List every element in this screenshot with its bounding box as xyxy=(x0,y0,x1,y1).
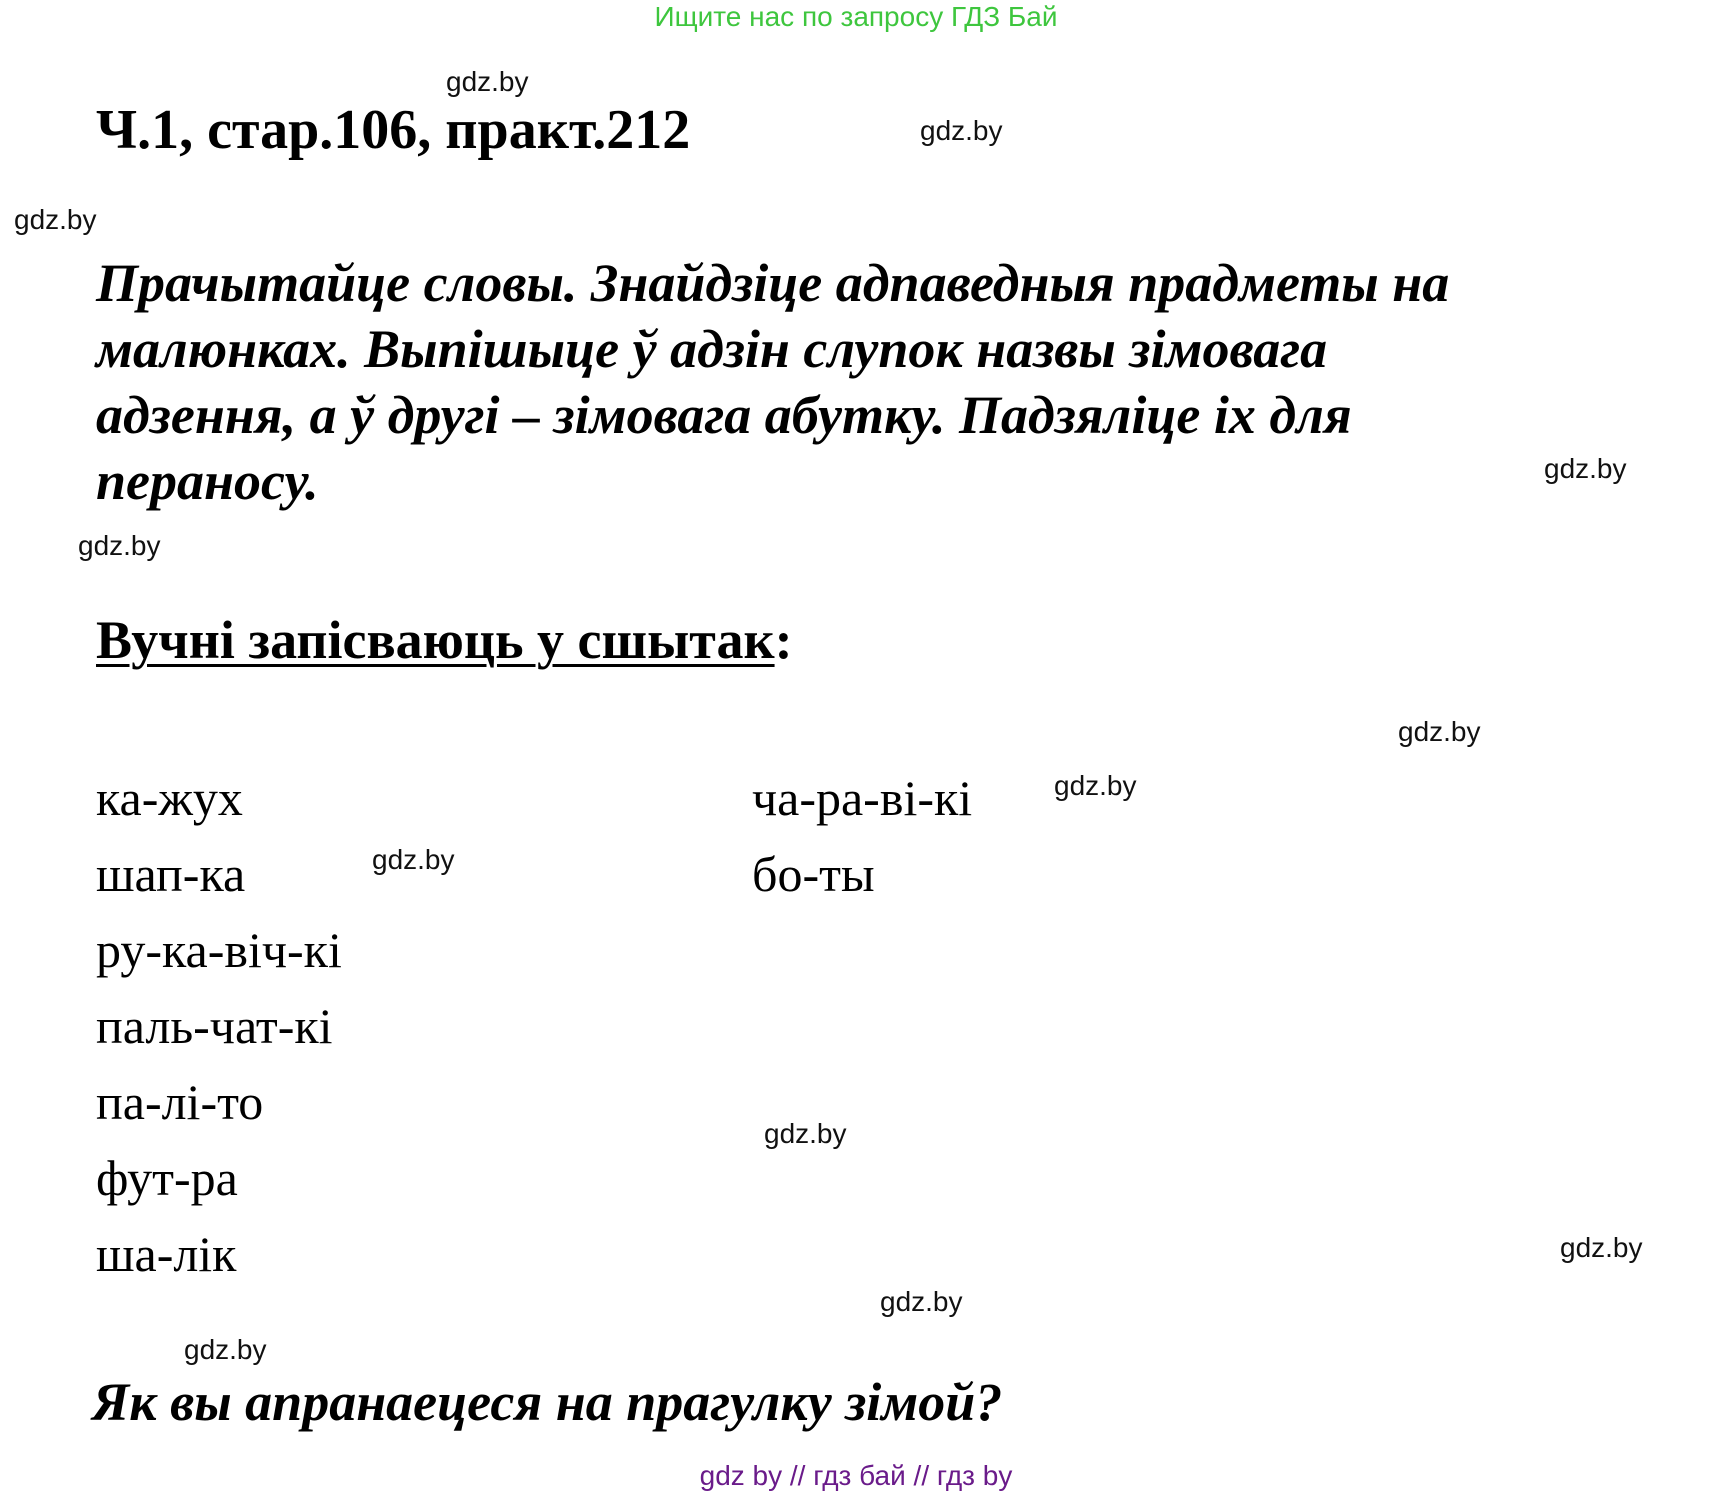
list-item: ча-ра-ві-кі xyxy=(752,770,973,826)
watermark: gdz.by xyxy=(14,204,97,235)
clothing-column xyxy=(96,760,342,1292)
list-item: фут-ра xyxy=(96,1150,238,1206)
page-title: Ч.1, стар.106, практ.212 xyxy=(96,99,691,161)
list-item: шап-ка xyxy=(96,846,246,902)
section-label: Вучні запісваюць у сшытак xyxy=(96,610,775,670)
task-line: малюнках. Выпішыце ў адзін слупок назвы зімовага xyxy=(96,319,1328,379)
footwear-column xyxy=(752,760,972,912)
section-colon: : xyxy=(774,610,793,670)
list-item: ша-лік xyxy=(96,1226,237,1282)
watermark: gdz.by xyxy=(1560,1232,1643,1263)
top-banner: Ищите нас по запросу ГДЗ Бай xyxy=(654,1,1058,32)
watermark: gdz.by xyxy=(446,66,529,97)
watermark: gdz.by xyxy=(1054,770,1137,801)
section-heading xyxy=(96,608,793,672)
task-line: Прачытайце словы. Знайдзіце адпаведныя прадметы на xyxy=(96,253,1450,313)
question-text: Як вы апранаецеся на прагулку зімой? xyxy=(92,1372,1003,1432)
task-text xyxy=(96,250,1696,514)
watermark: gdz.by xyxy=(764,1118,847,1149)
watermark: gdz.by xyxy=(184,1334,267,1365)
task-line: адзення, а ў другі – зімовага абутку. Падзяліце іх для xyxy=(96,385,1352,445)
watermark: gdz.by xyxy=(78,530,161,561)
watermark: gdz.by xyxy=(1544,453,1627,484)
list-item: паль-чат-кі xyxy=(96,998,333,1054)
footer-watermark: gdz by // гдз бай // гдз by xyxy=(699,1460,1013,1491)
watermark: gdz.by xyxy=(880,1286,963,1317)
list-item: ру-ка-віч-кі xyxy=(96,922,342,978)
watermark: gdz.by xyxy=(920,115,1003,146)
list-item: бо-ты xyxy=(752,846,875,902)
task-line: пераносу. xyxy=(96,451,319,511)
list-item: ка-жух xyxy=(96,770,243,826)
watermark: gdz.by xyxy=(1398,716,1481,747)
watermark: gdz.by xyxy=(372,844,455,875)
list-item: па-лі-то xyxy=(96,1074,264,1130)
